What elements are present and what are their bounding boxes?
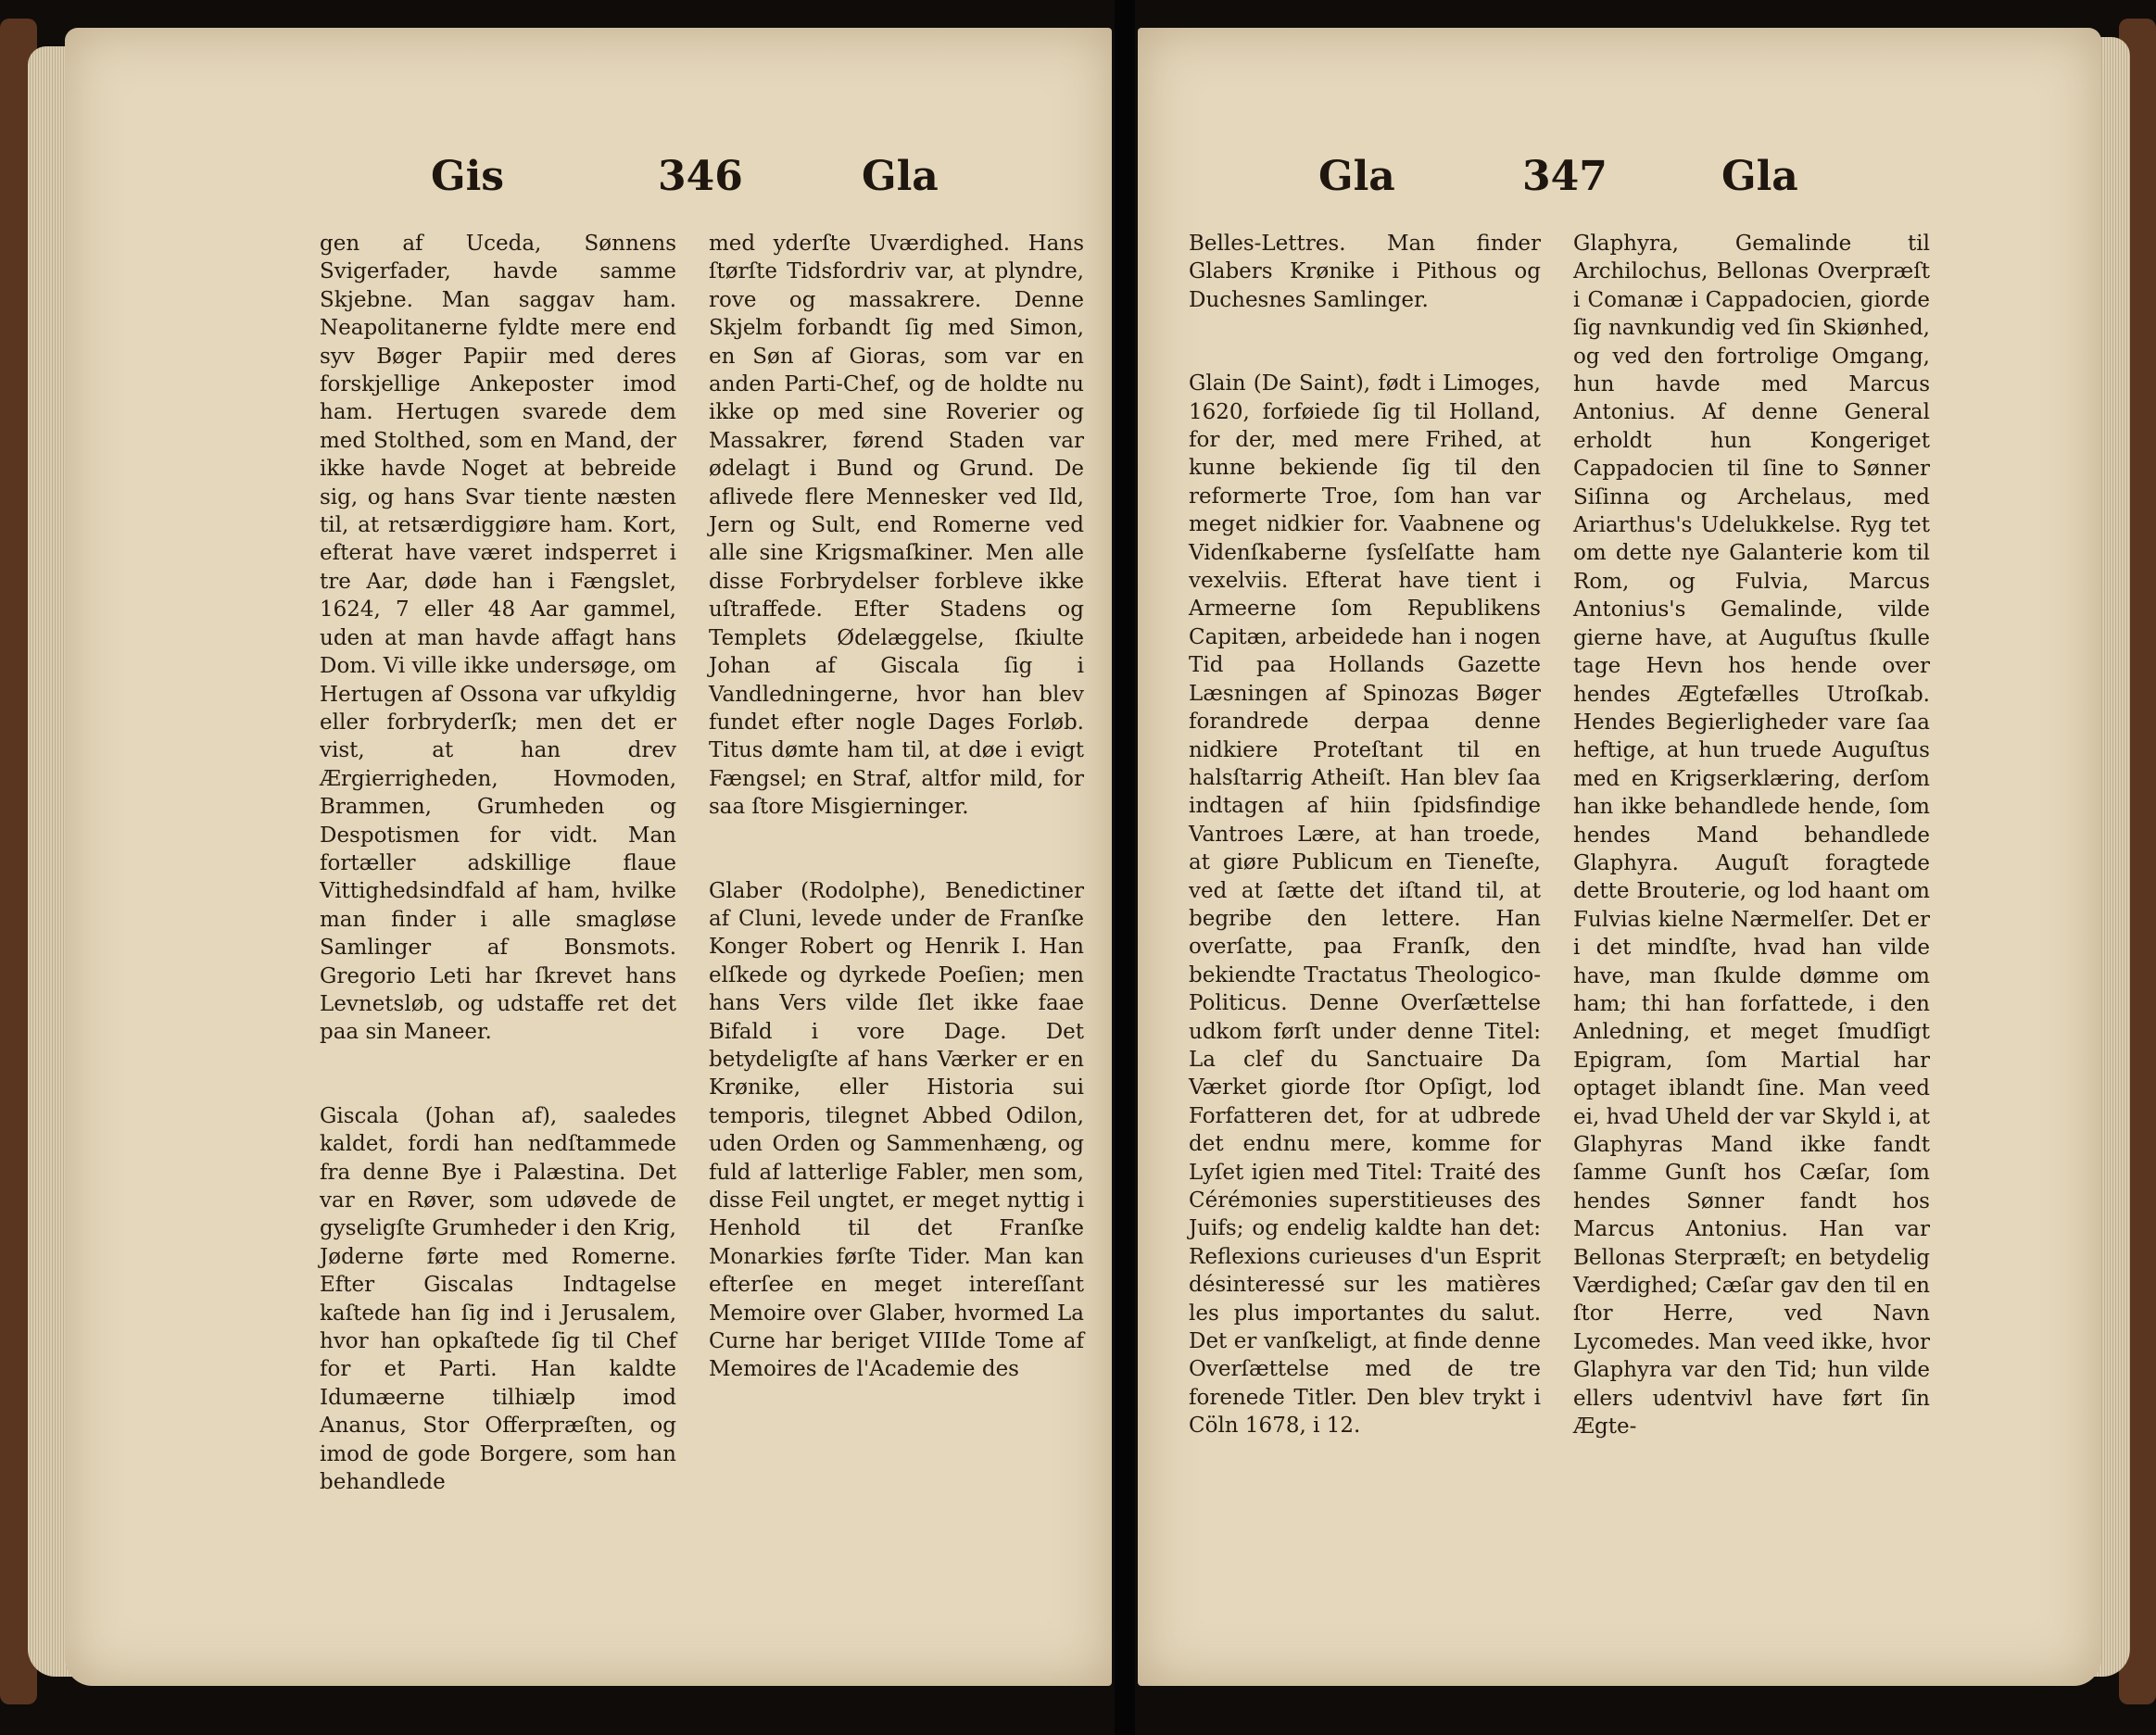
entry-text: gen af Uceda, Sønnens Svigerfader, havde samme Skjebne. Man saggav ham. Neapolitanerne fyldte mere end syv Bøger Papiir med deres forskjellige Ankeposter imod ham. Hertugen svarede dem med Stolthed, som en Mand, der ikke havde Noget at bebreide sig, og hans Svar tiente næsten til, at retsærdiggiøre ham. Kort, efterat have været indsperret i tre Aar, døde han i Fængslet, 1624, 7 eller 48 Aar gammel, uden at man havde affagt hans Dom. Vi ville ikke undersøge, om Hertugen af Ossona var ufkyldig eller forbryderſk; men det er vist, at han drev Ærgierrigheden, Hovmoden, Brammen, Grumheden og Despotismen for vidt. Man fortæller adskillige flaue Vittighedsindfald af ham, hvilke man finder i alle smagløse Samlinger af Bonsmots. Gregorio Leti har ſkrevet hans Levnetsløb, og udstaffe ret det paa sin Maneer.: [320, 232, 676, 1045]
left-header-left-word: Gis: [431, 153, 505, 200]
right-page-header: [1138, 153, 2101, 208]
right-column-1: [1189, 230, 1541, 1440]
right-page: [1138, 28, 2101, 1686]
right-header-right-word: Gla: [1721, 153, 1798, 200]
left-header-right-word: Gla: [862, 153, 939, 200]
left-page-number: 346: [658, 153, 743, 200]
entry-glaphyra: Glaphyra, Gemalinde til Archilochus, Bellonas Overpræſt i Comanæ i Cappadocien, giorde ſig navnkundig ved ſin Skiønhed, og ved den fortrolige Omgang, hun havde med Marcus Antonius. Af denne General erholdt hun Kongeriget Cappadocien til ſine to Sønner Siſinna og Archelaus, med Ariarthus's Udelukkelse. Ryg tet om dette nye Galanterie kom til Rom, og Fulvia, Marcus Antonius's Gemalinde, vilde gierne have, at Auguſtus ſkulle tage Hevn hos hende over hendes Ægtefælles Utroſkab. Hendes Begierligheder vare ſaa heftige, at hun truede Auguſtus med en Krigserklæring, derſom han ikke behandlede hende, ſom hendes Mand behandlede Glaphyra. Auguſt foragtede dette Brouterie, og lod haant om Fulvias kielne Nærmelſer. Det er i det mindſte, hvad han vilde have, man ſkulde dømme om ham; thi han forfattede, i den Anledning, et meget ſmudſigt Epigram, ſom Martial har optaget iblandt ſine. Man veed ei, hvad Uheld der var Skyld i, at Glaphyras Mand ikke fandt ſamme Gunſt hos Cæſar, ſom hendes Sønner fandt hos Marcus Antonius. Han var Bellonas Sterpræſt; en betydelig Værdighed; Cæſar gav den til en ſtor Herre, ved Navn Lycomedes. Man veed ikke, hvor Glaphyra var den Tid; hun vilde ellers udentvivl have ført ſin Ægte-: [1573, 232, 1931, 1440]
left-page-header: [65, 153, 1112, 208]
right-column-2: [1573, 230, 1930, 1440]
left-page: [65, 28, 1112, 1686]
book-gutter: [1115, 0, 1135, 1735]
left-column-2: [709, 230, 1084, 1384]
right-page-number: 347: [1522, 153, 1608, 200]
right-header-left-word: Gla: [1318, 153, 1395, 200]
entry-glaber: Glaber (Rodolphe), Benedictiner af Cluni, levede under de Franſke Konger Robert og Henrik I. Han elſkede og dyrkede Poeſien; men hans Vers vilde ſlet ikke faae Bifald i vore Dage. Det betydeligſte af hans Værker er en Krønike, eller Historia sui temporis, tilegnet Abbed Odilon, uden Orden og Sammenhæng, og fuld af latterlige Fabler, men som, disse Feil ungtet, er meget nyttig i Henhold til det Franſke Monarkies førſte Tider. Man kan efterſee en meget intereſſant Memoire over Glaber, hvormed La Curne har beriget VIIIde Tome af Memoires de l'Academie des: [709, 878, 1084, 1382]
left-column-1: [320, 230, 676, 1496]
entry-giscala: Giscala (Johan af), saaledes kaldet, fordi han nedſtammede fra denne Bye i Palæstina. Det var en Røver, som udøvede de gyseligſte Grumheder i den Krig, Jøderne førte med Romerne. Efter Giscalas Indtagelse kaſtede han ſig ind i Jerusalem, hvor han opkaſtede ſig til Chef for et Parti. Han kaldte Idumæerne tilhiælp imod Ananus, Stor Offerpræſten, og imod de gode Borgere, som han behandlede: [320, 1103, 676, 1495]
entry-text: med yderſte Uværdighed. Hans ſtørſte Tidsfordriv var, at plyndre, rove og massakrere. Denne Skjelm forbandt ſig med Simon, en Søn af Gioras, som var en anden Parti-Chef, og de holdte nu ikke op med sine Roverier og Massakrer, førend Staden var ødelagt i Bund og Grund. De aflivede flere Mennesker ved Ild, Jern og Sult, end Romerne ved alle sine Krigsmaſkiner. Men alle disse Forbrydelser forbleve ikke uſtraffede. Efter Stadens og Templets Ødelæggelse, ſkiulte Johan af Giscala ſig i Vandledningerne, hvor han blev fundet efter nogle Dages Forløb. Titus dømte ham til, at døe i evigt Fængsel; en Straf, altfor mild, for saa ſtore Misgierninger.: [709, 232, 1084, 820]
entry-glain: Glain (De Saint), født i Limoges, 1620, forføiede ſig til Holland, for der, med mere Frihed, at kunne bekiende ſig til den reformerte Troe, ſom han var meget nidkier for. Vaabnene og Videnſkaberne ſysſelſatte ham vexelviis. Efterat have tient i Armeerne ſom Republikens Capitæn, arbeidede han i nogen Tid paa Hollands Gazette Læsningen af Spinozas Bøger forandrede derpaa denne nidkiere Proteſtant til en halsſtarrig Atheiſt. Han blev ſaa indtagen af hiin ſpidsfindige Vantroes Lære, at han troede, at giøre Publicum en Tieneſte, ved at ſætte det iſtand til, at begribe den lettere. Han overſatte, paa Franſk, den bekiendte Tractatus Theologico-Politicus. Denne Overſættelse udkom førſt under denne Titel: La clef du Sanctuaire Da Værket giorde ſtor Opſigt, lod Forfatteren det, for at udbrede det endnu mere, komme for Lyſet igien med Titel: Traité des Cérémonies superstitieuses des Juifs; og endelig kaldte han det: Reflexions curieuses d'un Esprit désinteressé sur les matières les plus importantes du salut. Det er vanſkeligt, at finde denne Overſættelse med de tre forenede Titler. Den blev trykt i Cöln 1678, i 12.: [1189, 371, 1541, 1439]
entry-text: Belles-Lettres. Man finder Glabers Krønike i Pithous og Duchesnes Samlinger.: [1189, 232, 1541, 312]
